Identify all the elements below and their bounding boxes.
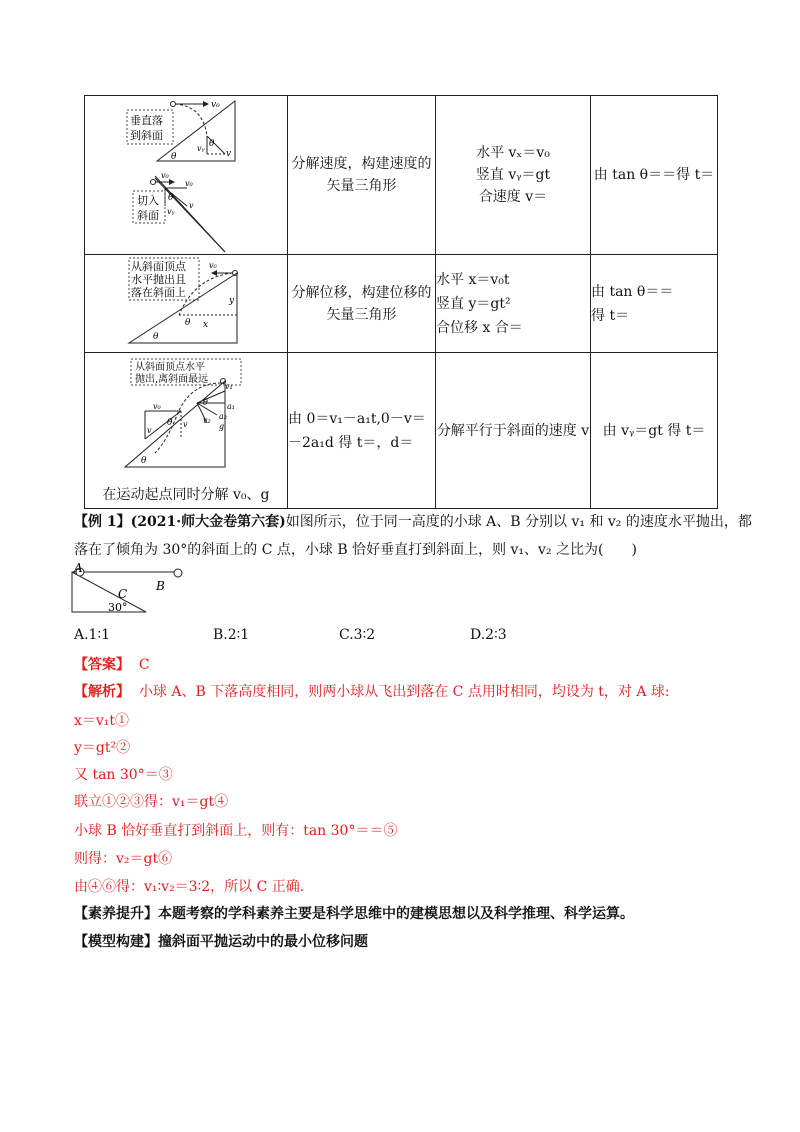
analysis-step: y＝gt²② (74, 740, 131, 756)
analysis-line (74, 681, 670, 701)
analysis-step: 联立①②③得：v₁＝gt④ (74, 794, 229, 810)
fig-symbol: v₁ (225, 382, 233, 391)
analysis-label: 【解析】 (74, 684, 130, 700)
answer-line (74, 654, 150, 674)
incline-displacement-figure (85, 255, 288, 352)
fig-symbol: v (183, 420, 188, 429)
fig-symbol: v₀ (209, 261, 217, 270)
relations-cell (436, 96, 591, 255)
table-row (85, 353, 718, 509)
fig-symbol: v₀ (185, 179, 193, 188)
analysis-text: 小球 A、B 下落高度相同，则两小球从飞出到落在 C 点用时相同，均设为 t，对 A 球: (138, 684, 670, 700)
solve-cell: 由 tan θ＝＝得 t＝ (591, 96, 718, 255)
relations-cell: 分解平行于斜面的速度 v (436, 353, 591, 509)
option-d: D.2∶3 (470, 627, 507, 643)
fig-symbol: θ (168, 193, 174, 203)
method-table (84, 95, 718, 509)
table-row (85, 255, 718, 353)
fig-symbol: vᵧ (197, 144, 205, 153)
analysis-step: 由④⑥得：v₁∶v₂＝3∶2，所以 C 正确. (74, 879, 305, 895)
fig-symbol: θ (203, 398, 208, 407)
relation-line: 水平 x＝v₀t (436, 271, 510, 288)
fig-symbol: θ (185, 318, 191, 328)
fig-symbol: v₀ (153, 402, 161, 411)
relation-line: 水平 vₓ＝v₀ (476, 145, 550, 161)
fig-symbol: a₁ (227, 402, 235, 411)
fig-symbol: v (226, 149, 232, 159)
incline-velocity-figure (85, 96, 288, 254)
fig-symbol: v (189, 201, 194, 210)
answer-value: C (138, 657, 150, 673)
fig-symbol: θ (171, 152, 177, 162)
method-cell: 分解位移，构建位移的矢量三角形 (288, 255, 436, 353)
option-a: A.1∶1 (74, 627, 111, 643)
table-row (85, 96, 718, 255)
model-text: 撞斜面平抛运动中的最小位移问题 (158, 934, 368, 950)
fig-label: A (74, 562, 83, 575)
fig-label: 到斜面 (130, 129, 163, 142)
solve-line: 由 tan θ＝＝ (591, 283, 674, 300)
fig-label: 从斜面顶点水平 (135, 362, 205, 373)
question-text: 落在了倾角为 30°的斜面上的 C 点，小球 B 恰好垂直打到斜面上，则 v₁、v₂ 之比为( ) (74, 542, 637, 558)
question-text: 如图所示，位于同一高度的小球 A、B 分别以 v₁ 和 v₂ 的速度水平抛出，都 (285, 514, 752, 530)
relation-line: 合速度 v＝ (478, 189, 548, 205)
fig-symbol: θ (209, 139, 215, 149)
literacy-label: 【素养提升】 (74, 906, 158, 922)
figure-cell-land-on-incline (85, 255, 288, 353)
solve-cell (591, 255, 718, 353)
literacy-text: 本题考察的学科素养主要是科学思维中的建模思想以及科学推理、科学运算。 (158, 906, 634, 922)
fig-symbol: a₂ (219, 412, 227, 421)
fig-label: C (118, 587, 128, 601)
solve-cell: 由 vᵧ＝gt 得 t＝ (591, 353, 718, 509)
example-question-line1 (74, 511, 752, 531)
figure-cell-vertical-impact (85, 96, 288, 255)
analysis-step: 又 tan 30°＝③ (74, 767, 173, 783)
fig-label: 斜面 (137, 209, 159, 222)
fig-symbol: y (229, 296, 235, 306)
analysis-step: x＝v₁t① (74, 713, 130, 729)
method-cell: 由 0＝v₁－a₁t,0－v＝－2a₁d 得 t＝，d＝ (288, 353, 436, 509)
fig-symbol: θ (167, 418, 173, 428)
relations-cell (436, 255, 591, 353)
method-cell: 分解速度，构建速度的矢量三角形 (288, 96, 436, 255)
analysis-step: 小球 B 恰好垂直打到斜面上，则有：tan 30°＝＝⑤ (74, 823, 398, 839)
fig-symbol: vᵧ (167, 207, 175, 216)
analysis-step: 则得：v₂＝gt⑥ (74, 851, 173, 867)
incline-farthest-figure (85, 353, 288, 483)
fig-symbol: v₀ (161, 171, 169, 180)
example-label: 【例 1】 (74, 514, 131, 530)
fig-label: 垂直落 (130, 114, 163, 127)
literacy-line (74, 903, 634, 923)
fig-symbol: v (147, 426, 152, 435)
fig-symbol: x (203, 320, 209, 330)
fig-symbol: θ (141, 456, 147, 466)
relation-line: 竖直 vᵧ＝gt (475, 167, 551, 183)
fig-label: 落在斜面上 (131, 286, 186, 299)
fig-label: 从斜面顶点 (131, 260, 186, 273)
fig-label: 30° (108, 601, 128, 614)
figure-caption: 在运动起点同时分解 v₀、g (102, 487, 270, 503)
example-incline-figure (66, 562, 186, 618)
fig-symbol: v₀ (211, 100, 220, 110)
fig-label: 抛出,离斜面最远 (135, 374, 209, 385)
relation-line: 合位移 x 合＝ (436, 319, 523, 336)
solve-line: 得 t＝ (591, 307, 630, 324)
model-label: 【模型构建】 (74, 934, 158, 950)
option-b: B.2∶1 (213, 627, 250, 643)
fig-symbol: g (219, 422, 225, 431)
option-c: C.3∶2 (339, 627, 376, 643)
fig-label: 切入 (137, 194, 159, 207)
fig-symbol: θ (153, 332, 159, 342)
relation-line: 竖直 y＝gt² (436, 295, 511, 312)
fig-label: B (156, 579, 165, 593)
fig-label: 水平抛出且 (131, 273, 186, 286)
answer-label: 【答案】 (74, 657, 130, 673)
example-source: (2021·师大金卷第六套) (130, 514, 286, 530)
figure-cell-farthest-point (85, 353, 288, 509)
model-line (74, 931, 368, 951)
fig-symbol: v₂ (203, 416, 211, 425)
